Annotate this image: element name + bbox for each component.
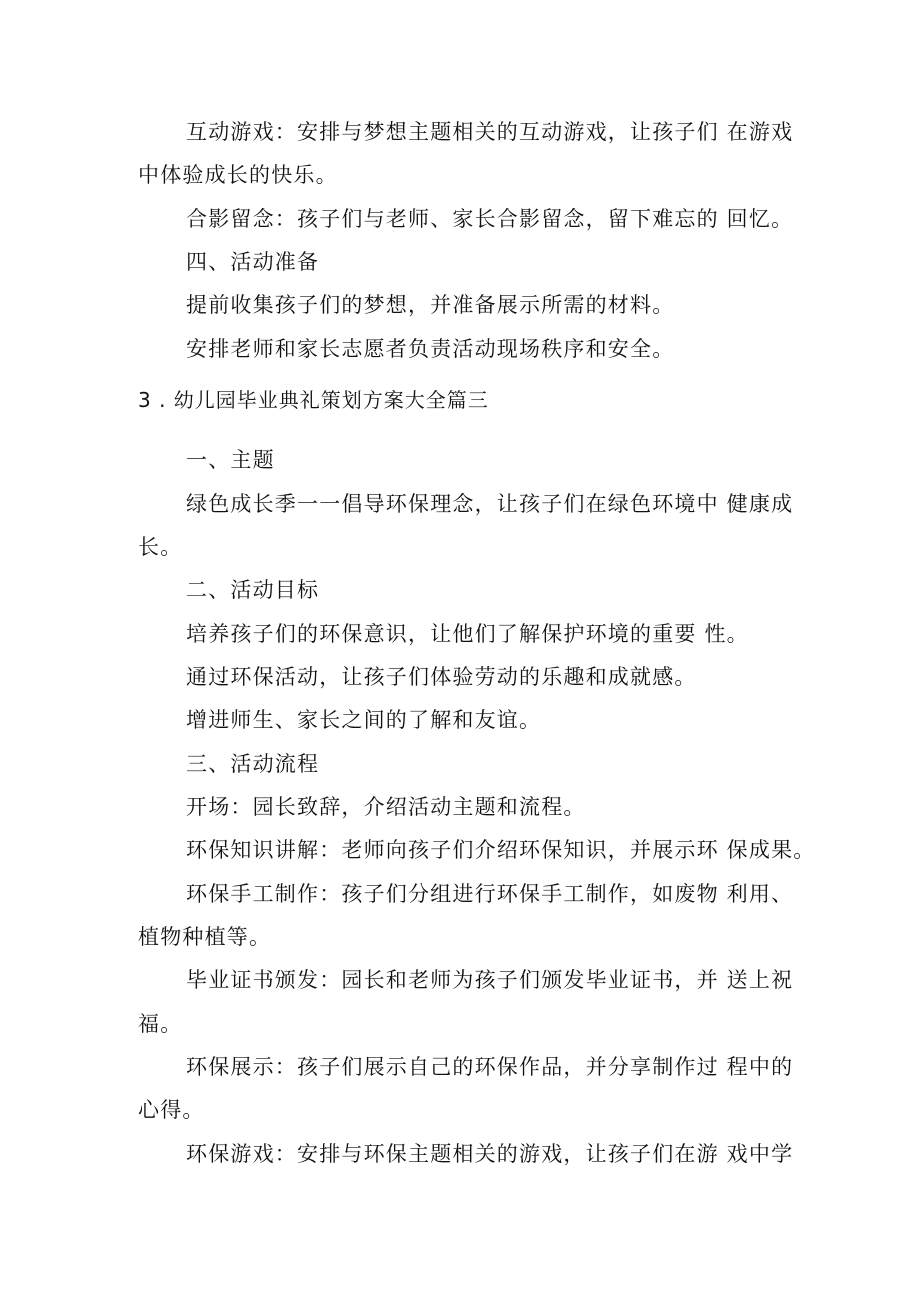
paragraph-goal-friendship: 增进师生、家长之间的了解和友谊。 <box>186 708 542 732</box>
section-heading-theme: 一、主题 <box>186 448 275 472</box>
paragraph-volunteers: 安排老师和家长志愿者负责活动现场秩序和安全。 <box>186 337 675 361</box>
paragraph-knowledge: 环保知识讲解：老师向孩子们介绍环保知识，并展示环 保成果。 <box>186 838 816 862</box>
paragraph-theme: 绿色成长季一一倡导环保理念，让孩子们在绿色环境中 健康成 <box>186 492 794 516</box>
section-heading-goals: 二、活动目标 <box>186 578 320 602</box>
section-heading-process: 三、活动流程 <box>186 752 320 776</box>
paragraph-goal-labor: 通过环保活动，让孩子们体验劳动的乐趣和成就感。 <box>186 665 697 689</box>
paragraph-certificate: 毕业证书颁发：园长和老师为孩子们颁发毕业证书，并 送上祝 <box>186 968 794 992</box>
paragraph-eco-game: 环保游戏：安排与环保主题相关的游戏，让孩子们在游 戏中学 <box>186 1142 794 1166</box>
paragraph-interactive-game-cont: 中体验成长的快乐。 <box>138 163 338 187</box>
paragraph-handicraft: 环保手工制作：孩子们分组进行环保手工制作，如废物 利用、 <box>186 882 794 906</box>
article-title: 3 . 幼儿园毕业典礼策划方案大全篇三 <box>138 388 489 412</box>
paragraph-collect-dreams: 提前收集孩子们的梦想，并准备展示所需的材料。 <box>186 293 675 317</box>
paragraph-theme-cont: 长。 <box>138 535 183 559</box>
paragraph-handicraft-cont: 植物种植等。 <box>138 925 272 949</box>
paragraph-showcase-cont: 心得。 <box>138 1098 205 1122</box>
section-heading-preparation: 四、活动准备 <box>186 250 320 274</box>
paragraph-opening: 开场：园长致辞，介绍活动主题和流程。 <box>186 795 586 819</box>
paragraph-goal-awareness: 培养孩子们的环保意识，让他们了解保护环境的重要 性。 <box>186 622 749 646</box>
paragraph-certificate-cont: 福。 <box>138 1012 183 1036</box>
paragraph-group-photo: 合影留念：孩子们与老师、家长合影留念，留下难忘的 回忆。 <box>186 207 794 231</box>
paragraph-interactive-game: 互动游戏：安排与梦想主题相关的互动游戏，让孩子们 在游戏 <box>186 120 794 144</box>
paragraph-showcase: 环保展示：孩子们展示自己的环保作品，并分享制作过 程中的 <box>186 1055 794 1079</box>
